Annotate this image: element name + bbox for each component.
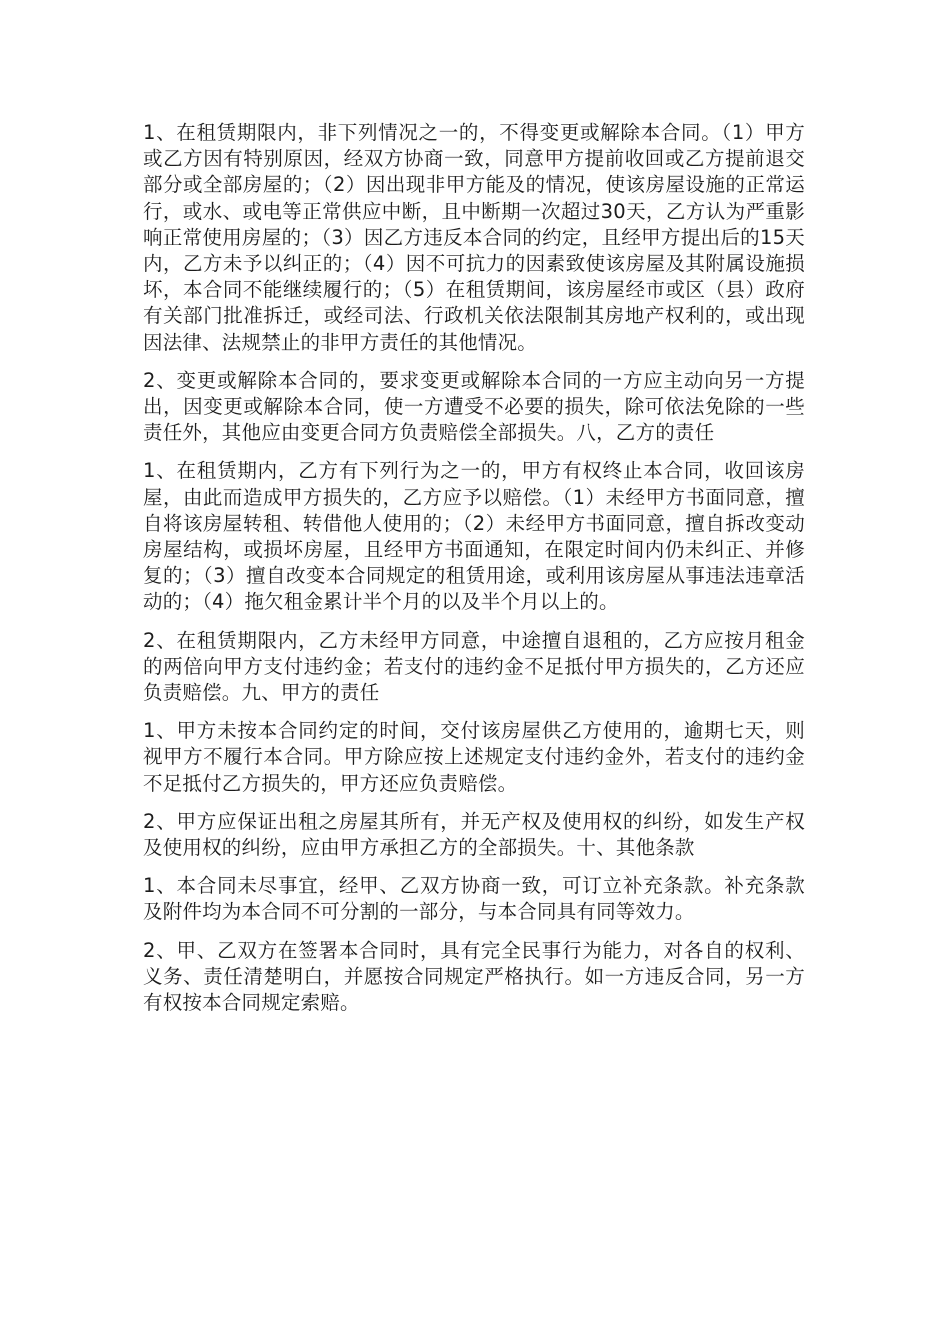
document-body bbox=[143, 120, 805, 1016]
paragraph-spacer bbox=[143, 446, 805, 458]
paragraph-late-delivery: 1、甲方未按本合同约定的时间，交付该房屋供乙方使用的，逾期七天，则视甲方不履行本合同。甲方除应按上述规定支付违约金外，若支付的违约金不足抵付乙方损失的，甲方还应负责赔偿。 bbox=[143, 719, 805, 795]
paragraph-termination-conditions: 1、在租赁期限内，非下列情况之一的，不得变更或解除本合同。（1）甲方或乙方因有特别原因，经双方协商一致，同意甲方提前收回或乙方提前退交部分或全部房屋的；（2）因出现非甲方能及的情况，使该房屋设施的正常运行，或水、或电等正常供应中断，且中断期一次超过30天，乙方认为严重影响正常使用房屋的；（3）因乙方违反本合同的约定，且经甲方提出后的15天内，乙方未予以纠正的；（4）因不可抗力的因素致使该房屋及其附属设施损坏，本合同不能继续履行的；（5）在租赁期间，该房屋经市或区（县）政府有关部门批准拆迁，或经司法、行政机关依法限制其房地产权利的，或出现因法律、法规禁止的非甲方责任的其他情况。 bbox=[143, 121, 805, 354]
paragraph-spacer bbox=[143, 797, 805, 809]
paragraph-early-withdrawal: 2、在租赁期限内，乙方未经甲方同意，中途擅自退租的，乙方应按月租金的两倍向甲方支付违约金；若支付的违约金不足抵付甲方损失的，乙方还应负责赔偿。九、甲方的责任 bbox=[143, 628, 805, 705]
paragraph-civil-capacity: 2、甲、乙双方在签署本合同时，具有完全民事行为能力，对各自的权利、义务、责任清楚明白，并愿按合同规定严格执行。如一方违反合同，另一方有权按本合同规定索赔。 bbox=[143, 938, 805, 1015]
paragraph-supplementary-terms: 1、本合同未尽事宜，经甲、乙双方协商一致，可订立补充条款。补充条款及附件均为本合同不可分割的一部分，与本合同具有同等效力。 bbox=[143, 874, 805, 924]
paragraph-spacer bbox=[143, 861, 805, 873]
paragraph-spacer bbox=[143, 616, 805, 628]
paragraph-spacer bbox=[143, 706, 805, 718]
paragraph-tenant-violations: 1、在租赁期内，乙方有下列行为之一的，甲方有权终止本合同，收回该房屋，由此而造成甲方损失的，乙方应予以赔偿。（1）未经甲方书面同意，擅自将该房屋转租、转借他人使用的；（2）未经甲方书面同意，擅自拆改变动房屋结构，或损坏房屋，且经甲方书面通知，在限定时间内仍未纠正、并修复的；（3）擅自改变本合同规定的租赁用途，或利用该房屋从事违法违章活动的；（4）拖欠租金累计半个月的以及半个月以上的。 bbox=[143, 459, 805, 614]
paragraph-spacer bbox=[143, 356, 805, 368]
paragraph-ownership-guarantee: 2、甲方应保证出租之房屋其所有，并无产权及使用权的纠纷，如发生产权及使用权的纠纷，应由甲方承担乙方的全部损失。十、其他条款 bbox=[143, 809, 805, 860]
paragraph-spacer bbox=[143, 926, 805, 938]
paragraph-change-or-termination: 2、变更或解除本合同的，要求变更或解除本合同的一方应主动向另一方提出，因变更或解除本合同，使一方遭受不必要的损失，除可依法免除的一些责任外，其他应由变更合同方负责赔偿全部损失。八，乙方的责任 bbox=[143, 368, 805, 445]
